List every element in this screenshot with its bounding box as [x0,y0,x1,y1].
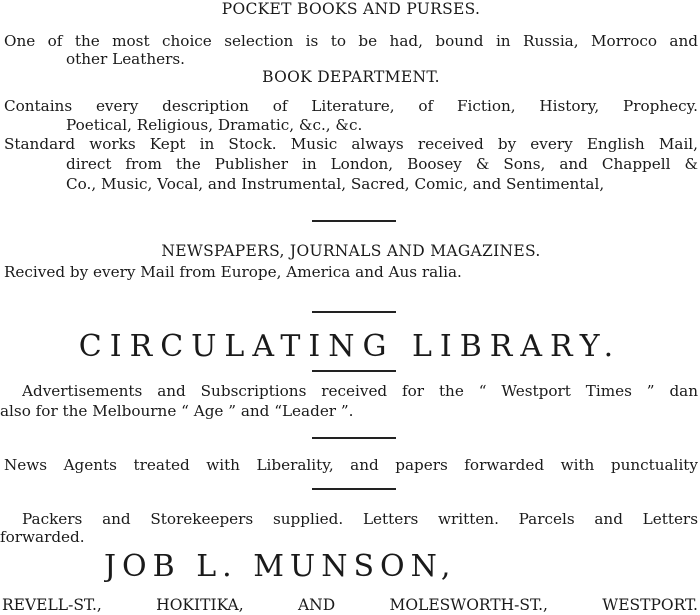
book-department-text-line-4: direct from the Publisher in London, Boosey & Sons, and Chappell & [66,155,698,173]
pocket-books-text-line-2: other Leathers. [66,50,185,68]
address-line: REVELL-ST., HOKITIKA, AND MOLESWORTH-ST., WESTPORT. [2,596,698,614]
packers-text-line-2: forwarded. [0,528,85,546]
book-department-text-line-5: Co., Music, Vocal, and Instrumental, Sacred, Comic, and Sentimental, [66,175,605,193]
proprietor-name: JOB L. MUNSON, [104,550,457,584]
news-agents-text: News Agents treated with Liberality, and papers forwarded with punctuality [4,456,698,474]
section-divider [312,220,396,222]
section-divider [312,311,396,313]
section-divider [312,370,396,372]
book-department-text-line-1: Contains every description of Literature, of Fiction, History, Prophecy. [4,97,698,115]
advertisements-text-line-1: Advertisements and Subscriptions received for the “ Westport Times ” dan [22,382,698,400]
book-department-text-line-3: Standard works Kept in Stock. Music always received by every English Mail, [4,135,698,153]
pocket-books-text-line-1: One of the most choice selection is to be had, bound in Russia, Morroco and [4,32,698,50]
section-divider [312,488,396,490]
packers-text-line-1: Packers and Storekeepers supplied. Letters written. Parcels and Letters [22,510,698,528]
advertisements-text-line-2: also for the Melbourne “ Age ” and “Leader ”. [0,402,354,420]
book-department-heading: BOOK DEPARTMENT. [262,68,440,86]
newspapers-heading: NEWSPAPERS, JOURNALS AND MAGAZINES. [161,242,541,260]
newspapers-text: Recived by every Mail from Europe, America and Aus ralia. [4,263,462,281]
book-department-text-line-2: Poetical, Religious, Dramatic, &c., &c. [66,116,363,134]
circulating-library-heading: CIRCULATING LIBRARY. [78,330,622,364]
pocket-books-heading: POCKET BOOKS AND PURSES. [221,0,481,18]
section-divider [312,437,396,439]
